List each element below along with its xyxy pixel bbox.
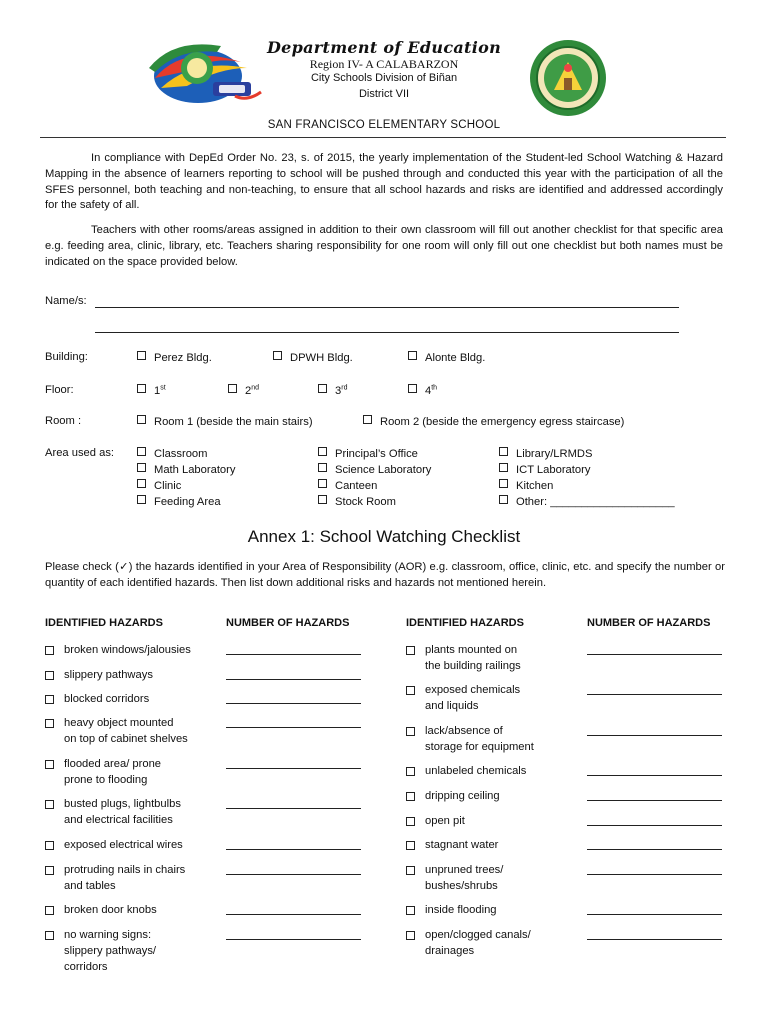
hazard-count-field-right-5[interactable] <box>587 800 722 801</box>
building-option-perez[interactable]: Perez Bldg. <box>137 351 212 364</box>
hazard-item-right-8[interactable] <box>406 862 576 894</box>
hazard-label-line: and liquids <box>425 700 479 712</box>
checkbox-icon <box>499 463 508 472</box>
hazard-label <box>64 642 191 658</box>
building-label: Building: <box>45 351 88 363</box>
hazard-count-field-right-1[interactable] <box>587 654 722 655</box>
checkbox-icon <box>45 671 54 680</box>
hazard-label-line: exposed electrical wires <box>64 839 183 851</box>
checkbox-icon <box>318 479 327 488</box>
area-option-principals-office[interactable]: Principal’s Office <box>318 447 418 460</box>
area-option-other[interactable]: Other: ____________________ <box>499 495 675 508</box>
checkbox-icon <box>137 415 146 424</box>
hazard-label <box>425 813 465 829</box>
checkbox-icon <box>318 463 327 472</box>
hazard-label-line: dripping ceiling <box>425 790 500 802</box>
region-line: Region IV- A CALABARZON <box>309 57 459 71</box>
hazard-item-left-6[interactable] <box>45 796 215 828</box>
checkbox-icon <box>318 495 327 504</box>
hazard-count-field-right-7[interactable] <box>587 849 722 850</box>
hazard-label-line: heavy object mounted <box>64 717 174 729</box>
hazard-item-left-4[interactable] <box>45 715 215 747</box>
checkbox-icon <box>499 495 508 504</box>
checkbox-icon <box>406 906 415 915</box>
hazard-label-line: slippery pathways <box>64 669 153 681</box>
hazard-count-field-right-2[interactable] <box>587 694 722 695</box>
hazard-count-field-left-2[interactable] <box>226 679 361 680</box>
left-col-hazards-header: IDENTIFIED HAZARDS <box>45 617 163 629</box>
floor-option-4[interactable]: 4th <box>408 384 437 397</box>
division-line: City Schools Division of Biñan <box>310 72 458 84</box>
hazard-item-left-3[interactable] <box>45 691 215 707</box>
hazard-label <box>425 927 531 959</box>
area-option-science-lab[interactable]: Science Laboratory <box>318 463 431 476</box>
hazard-item-left-9[interactable] <box>45 902 215 918</box>
name-field-2[interactable] <box>95 332 679 333</box>
hazard-label-line: open/clogged canals/ <box>425 929 531 941</box>
checkbox-icon <box>45 719 54 728</box>
right-col-hazards-header: IDENTIFIED HAZARDS <box>406 617 524 629</box>
hazard-label <box>64 862 185 894</box>
building-option-dpwh[interactable]: DPWH Bldg. <box>273 351 353 364</box>
checkbox-icon <box>406 686 415 695</box>
school-name: SAN FRANCISCO ELEMENTARY SCHOOL <box>267 119 501 131</box>
hazard-item-right-2[interactable] <box>406 682 576 714</box>
checkbox-icon <box>228 384 237 393</box>
checkbox-icon <box>45 646 54 655</box>
area-option-classroom[interactable]: Classroom <box>137 447 207 460</box>
building-option-alonte[interactable]: Alonte Bldg. <box>408 351 485 364</box>
hazard-item-right-3[interactable] <box>406 723 576 755</box>
hazard-label-line: on top of cabinet shelves <box>64 733 188 745</box>
checkbox-icon <box>363 415 372 424</box>
hazard-label-line: busted plugs, lightbulbs <box>64 798 181 810</box>
hazard-label-line: corridors <box>64 961 108 973</box>
hazard-count-field-right-6[interactable] <box>587 825 722 826</box>
header-divider <box>40 137 726 138</box>
hazard-label-line: plants mounted on <box>425 644 518 656</box>
checkbox-icon <box>45 866 54 875</box>
checkbox-icon <box>45 800 54 809</box>
checkbox-icon <box>499 479 508 488</box>
hazard-count-field-right-9[interactable] <box>587 914 722 915</box>
hazard-count-field-right-8[interactable] <box>587 874 722 875</box>
checkbox-icon <box>45 695 54 704</box>
hazard-count-field-left-4[interactable] <box>226 727 361 728</box>
checkbox-icon <box>406 931 415 940</box>
checkbox-icon <box>45 931 54 940</box>
hazard-label <box>64 756 161 788</box>
room-option-2[interactable]: Room 2 (beside the emergency egress staircase) <box>363 415 624 428</box>
hazard-count-field-right-10[interactable] <box>587 939 722 940</box>
floor-option-1[interactable]: 1st <box>137 384 166 397</box>
hazard-label-line: unpruned trees/ <box>425 864 504 876</box>
hazard-item-left-2[interactable] <box>45 667 215 683</box>
area-option-stock-room[interactable]: Stock Room <box>318 495 396 508</box>
right-col-number-header: NUMBER OF HAZARDS <box>587 617 711 629</box>
name-field-1[interactable] <box>95 307 679 308</box>
floor-option-2[interactable]: 2nd <box>228 384 259 397</box>
hazard-label <box>425 862 503 894</box>
hazard-item-right-10[interactable] <box>406 927 576 959</box>
area-option-kitchen[interactable]: Kitchen <box>499 479 553 492</box>
hazard-label-line: protruding nails in chairs <box>64 864 186 876</box>
area-option-library[interactable]: Library/LRMDS <box>499 447 592 460</box>
hazard-label <box>64 796 181 828</box>
checkbox-icon <box>406 646 415 655</box>
checkbox-icon <box>137 463 146 472</box>
checkbox-icon <box>408 384 417 393</box>
hazard-label-line: no warning signs: <box>64 929 152 941</box>
annex-title: Annex 1: School Watching Checklist <box>247 527 521 546</box>
department-title: Department of Education <box>266 38 502 57</box>
area-option-feeding-area[interactable]: Feeding Area <box>137 495 221 508</box>
hazard-count-field-left-10[interactable] <box>226 939 361 940</box>
hazard-label-line: and tables <box>64 880 116 892</box>
hazard-count-field-left-9[interactable] <box>226 914 361 915</box>
hazard-count-field-left-7[interactable] <box>226 849 361 850</box>
hazard-label-line: broken door knobs <box>64 904 157 916</box>
hazard-label <box>64 902 157 918</box>
checkbox-icon <box>499 447 508 456</box>
hazard-label-line: drainages <box>425 945 475 957</box>
hazard-label-line: stagnant water <box>425 839 499 851</box>
checkbox-icon <box>45 760 54 769</box>
hazard-item-right-4[interactable] <box>406 763 576 779</box>
checkbox-icon <box>406 817 415 826</box>
left-col-number-header: NUMBER OF HAZARDS <box>226 617 350 629</box>
intro-paragraph-1: In compliance with DepEd Order No. 23, s. of 2015, the yearly implementation of the Student-led School Watching & Hazard Mapping in the absence of learners reporting to school will be pushed through and conducted this year with the participation of all the SFES personnel, both teaching and non-teaching, to ensure that all school hazards and risks are identified and addressed accordingly for the safety of all. <box>45 152 723 212</box>
hazard-item-left-8[interactable] <box>45 862 215 894</box>
hazard-label <box>425 837 498 853</box>
intro-paragraph-2: Teachers with other rooms/areas assigned in addition to their own classroom will fill out another checklist for that specific area e.g. feeding area, clinic, library, etc. Teachers sharing responsibility for one room will only fill out one checklist but both names must be indicated on the space provided below. <box>45 224 723 268</box>
hazard-label-line: lack/absence of <box>425 725 503 737</box>
checkbox-icon <box>406 767 415 776</box>
checkbox-icon <box>137 447 146 456</box>
hazard-label-line: slippery pathways/ <box>64 945 157 957</box>
checkbox-icon <box>137 479 146 488</box>
hazard-label <box>64 837 183 853</box>
checkbox-icon <box>408 351 417 360</box>
hazard-label-line: exposed chemicals <box>425 684 521 696</box>
hazard-count-field-left-3[interactable] <box>226 703 361 704</box>
hazard-label-line: the building railings <box>425 660 521 672</box>
checkbox-icon <box>137 351 146 360</box>
hazard-label <box>425 642 521 674</box>
hazard-item-left-7[interactable] <box>45 837 215 853</box>
hazard-label <box>425 763 526 779</box>
hazard-item-left-10[interactable] <box>45 927 215 975</box>
annex-instructions: Please check (✓) the hazards identified in your Area of Responsibility (AOR) e.g. classroom, office, clinic, etc. and specify the number or quantity of each identified hazards. Then list down additional risks and hazards not mentioned herein. <box>45 561 725 589</box>
hazard-label-line: blocked corridors <box>64 693 150 705</box>
hazard-label-line: storage for equipment <box>425 741 534 753</box>
hazard-label <box>425 902 497 918</box>
area-label: Area used as: <box>45 447 115 459</box>
room-option-1[interactable]: Room 1 (beside the main stairs) <box>137 415 313 428</box>
area-option-canteen[interactable]: Canteen <box>318 479 377 492</box>
checkbox-icon <box>406 792 415 801</box>
hazard-label <box>64 691 149 707</box>
checkbox-icon <box>45 841 54 850</box>
hazard-label <box>64 667 153 683</box>
hazard-item-right-9[interactable] <box>406 902 576 918</box>
hazard-item-left-5[interactable] <box>45 756 215 788</box>
hazard-item-right-7[interactable] <box>406 837 576 853</box>
checkbox-icon <box>406 866 415 875</box>
floor-option-3[interactable]: 3rd <box>318 384 347 397</box>
hazard-label-line: prone to flooding <box>64 774 148 786</box>
hazard-label-line: and electrical facilities <box>64 814 173 826</box>
hazard-label-line: open pit <box>425 815 465 827</box>
hazard-count-field-right-3[interactable] <box>587 735 722 736</box>
hazard-label <box>425 723 534 755</box>
hazard-count-field-left-1[interactable] <box>226 654 361 655</box>
names-label: Name/s: <box>45 295 87 307</box>
hazard-label-line: broken windows/jalousies <box>64 644 191 656</box>
floor-label: Floor: <box>45 384 74 396</box>
hazard-item-left-1[interactable] <box>45 642 215 658</box>
hazard-count-field-left-5[interactable] <box>226 768 361 769</box>
checkbox-icon <box>406 727 415 736</box>
hazard-count-field-right-4[interactable] <box>587 775 722 776</box>
hazard-item-right-1[interactable] <box>406 642 576 674</box>
hazard-count-field-left-6[interactable] <box>226 808 361 809</box>
checkbox-icon <box>137 384 146 393</box>
hazard-label <box>425 682 520 714</box>
area-option-clinic[interactable]: Clinic <box>137 479 181 492</box>
checkbox-icon <box>318 447 327 456</box>
hazard-label <box>425 788 500 804</box>
checkbox-icon <box>318 384 327 393</box>
hazard-label-line: flooded area/ prone <box>64 758 162 770</box>
district-line: District VII <box>358 88 410 100</box>
room-label: Room : <box>45 415 82 427</box>
checkbox-icon <box>45 906 54 915</box>
area-option-ict-lab[interactable]: ICT Laboratory <box>499 463 590 476</box>
checkbox-icon <box>406 841 415 850</box>
hazard-label-line: bushes/shrubs <box>425 880 498 892</box>
hazard-label-line: unlabeled chemicals <box>425 765 527 777</box>
hazard-count-field-left-8[interactable] <box>226 874 361 875</box>
hazard-label <box>64 715 188 747</box>
hazard-item-right-5[interactable] <box>406 788 576 804</box>
area-option-math-lab[interactable]: Math Laboratory <box>137 463 235 476</box>
hazard-label-line: inside flooding <box>425 904 497 916</box>
hazard-label <box>64 927 156 975</box>
hazard-item-right-6[interactable] <box>406 813 576 829</box>
checkbox-icon <box>137 495 146 504</box>
checkbox-icon <box>273 351 282 360</box>
